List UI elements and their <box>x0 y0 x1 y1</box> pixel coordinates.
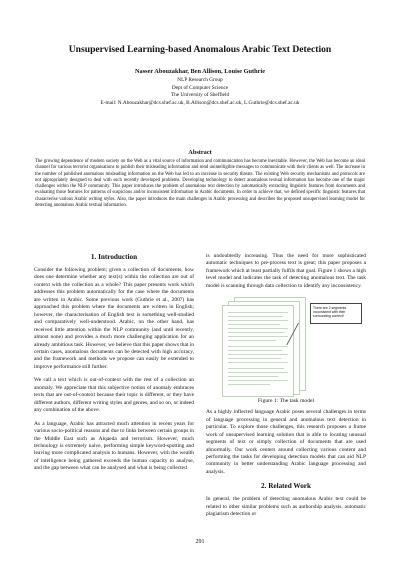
affiliation-dept: Dept of Computer Science <box>171 84 229 91</box>
figure-task-model <box>206 293 364 396</box>
affiliation-emails: E-mail: N.Abouzakhar@dcs.shef.ac.uk, B.Allison@dcs.shef.ac.uk, L.Guthrie@dcs.shef.ac.uk <box>100 99 300 106</box>
paper-title: Unsupervised Learning-based Anomalous Arabic Text Detection <box>68 44 332 55</box>
document-text-lines <box>228 312 288 390</box>
related-work-paragraph: In general, the problem of detecting anomalous Arabic text could be related to other similar problems such as authorship analysis, automatic plagiarism detection or <box>206 496 366 518</box>
intro-paragraph-2: We call a text which is out-of-context with the rest of a collection an anomaly. We appreciate that this subjective notion of anomaly embraces texts that are out-of-context because their topic is different, or they have different authors, different writing styles and genres, and so on, or indeed any combination of the above. <box>34 377 194 414</box>
section-heading-related-work: 2. Related Work <box>261 482 311 491</box>
paper-authors: Nasser Abouzakhar, Ben Allison, Louise Guthrie <box>135 68 265 75</box>
figure-callout-box: There are 2 segments inconsistent with their surrounding context! <box>310 303 362 324</box>
intro-paragraph-3: As a language, Arabic has attracted much attention in recent years for various socio-political reasons and due to links between certain groups in the Middle East such as Alqaeda and terrorism. However, much technology is extremely naive, performing simple keyword-spotting and leaving more complicated analysis to humans. However, with the wealth of intelligence being gathered exceeds the human capacity to analyse, and the gap between what can be analysed and what is being collected <box>34 420 194 472</box>
affiliation-university: The University of Sheffield <box>170 92 230 99</box>
right-column <box>206 253 366 519</box>
affiliation-block <box>40 77 360 107</box>
section-heading-introduction: 1. Introduction <box>90 253 138 261</box>
intro-paragraph-1: Consider the following problem; given a collection of documents, how does one determine whether any text(s) within the collection are out of context with the collection as a whole? This paper presents work which addresses this problem automatically for the case where the documents are written in Arabic. Some previous work (Guthrie et al., 2007) has approached this problem where the documents are written in English; however, the characterisation of English text is something well-studied and comparatively well-understood. Arabic, on the other hand, has received little attention within the NLP community (and until recently, almost none) and provides a much more challenging application for an already ambitious task. However, we believe that this paper shows that in certain cases, anomalous documents can be detected with high accuracy, and the framework and methods we propose can easily be extended to improve performance still further. <box>34 267 194 370</box>
intro-paragraph-continued: is undoubtedly increasing. Thus the need for more sophisticated automatic techniques to pre-process text is great; this paper proposes a framework which at least partially fulfils that goal. Figure 1 shows a high level model and indicates the task of detecting anomalous text. The task model is scanning through data collection to identify any inconsistency. <box>206 253 366 289</box>
abstract-text: The growing dependence of modern society on the Web as a vital source of information and communication has become inevitable. However, the Web has become an ideal channel for various terrorist organisations to publish their misleading information and send unintelligible messages to communicate with their clients as well. The increase in the number of published anomalous misleading information on the Web has led to an increase in security threats. The existing Web security mechanisms and protocols are not appropriately designed to deal with such recently developed problems. Developing technology to detect anomalous textual information has become one of the major challenges within the NLP community. This paper introduces the problem of anomalous text detection by automatically extracting linguistic features from documents and evaluating those features for patterns of suspicious and/or inconsistent information in Arabic documents. In order to achieve that, we defined specific linguistic features that characterise various Arabic writing styles. Also, the paper introduces the main challenges in Arabic processing and describes the proposed unsupervised learning model for detecting anomalous Arabic textual information. <box>35 159 365 209</box>
abstract-heading: Abstract <box>188 149 212 156</box>
document-page-front <box>222 305 294 397</box>
affiliation-group: NLP Research Group <box>177 77 223 83</box>
left-column <box>34 253 194 473</box>
page-number: 291 <box>195 539 205 545</box>
figure-caption: Figure 1: The task model <box>257 398 315 405</box>
challenges-paragraph: As a highly inflected language Arabic poses several challenges in terms of language processing in general and anomalous text detection in particular. To explore those challenges, this research proposes a frame work of unsupervised learning solution that is able to locating unusual segments of text or simply collection of documents that are used abnormally. Our work centers around collecting various content and performing the tasks for developing detection models that can aid NLP community in better understanding Arabic language processing and analysis. <box>206 409 366 475</box>
